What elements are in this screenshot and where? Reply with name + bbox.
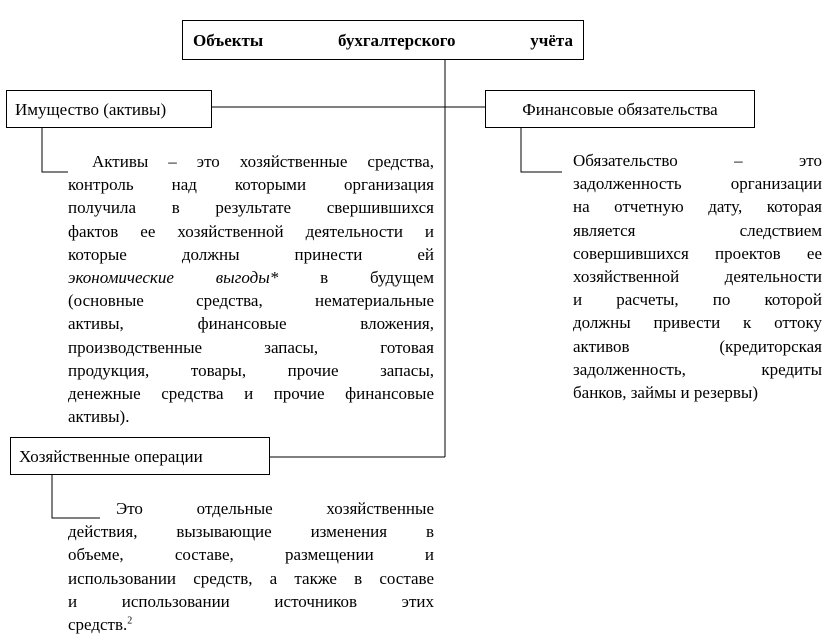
text-line: на отчетную дату, которая <box>573 197 822 217</box>
operations-description <box>68 497 434 636</box>
text-line: и использовании источников этих <box>68 591 434 611</box>
title-word: учёта <box>530 30 573 50</box>
liabilities-box: Финансовые обязательства <box>485 90 755 128</box>
text-line: должны привести к оттоку <box>573 313 822 333</box>
text-line: (основные средства, нематериальные <box>68 291 434 311</box>
liabilities-description <box>573 149 822 404</box>
text-line: фактов ее хозяйственной деятельности и <box>68 221 434 241</box>
text-line: контроль над которыми организация <box>68 175 434 195</box>
text-line: использовании средств, а также в составе <box>68 568 434 588</box>
title-word: бухгалтерского <box>337 30 456 50</box>
text-line: активов (кредиторская <box>573 336 822 356</box>
text-line: денежные средства и прочие финансовые <box>68 383 434 403</box>
text-line: которые должны принести ей <box>68 244 434 264</box>
footnote-marker: 2 <box>127 615 133 627</box>
economic-benefits-term: экономические выгоды* <box>68 267 279 287</box>
text-line: является следствием <box>573 220 822 240</box>
text-line: получила в результате свершившихся <box>68 198 434 218</box>
operations-box: Хозяйственные операции <box>10 437 270 475</box>
text-line: банков, займы и резервы) <box>573 382 758 402</box>
text-line: и расчеты, по которой <box>573 290 822 310</box>
assets-description <box>68 150 434 428</box>
text-line: активы, финансовые вложения, <box>68 314 434 334</box>
text-line: активы). <box>68 407 130 427</box>
text-line: Это отдельные хозяйственные <box>116 499 434 518</box>
text-line <box>68 613 434 636</box>
text-line: производственные запасы, готовая <box>68 337 434 357</box>
text-line: хозяйственной деятельности <box>573 266 822 286</box>
text-line: Активы – это хозяйственные средства, <box>92 152 434 171</box>
text-fragment: средств. <box>68 614 128 634</box>
text-line: объеме, составе, размещении и <box>68 545 434 565</box>
title-box <box>182 20 584 60</box>
text-line: совершившихся проектов ее <box>573 243 822 263</box>
title-word: Объекты <box>193 30 264 50</box>
text-line: продукция, товары, прочие запасы, <box>68 360 434 380</box>
text-line: действия, вызывающие изменения в <box>68 522 434 542</box>
text-line <box>68 266 434 289</box>
text-line: задолженность, кредиты <box>573 359 822 379</box>
assets-box: Имущество (активы) <box>6 90 212 128</box>
text-line: задолженность организации <box>573 174 822 194</box>
text-line: Обязательство – это <box>573 151 822 170</box>
text-fragment: в будущем <box>278 267 434 287</box>
